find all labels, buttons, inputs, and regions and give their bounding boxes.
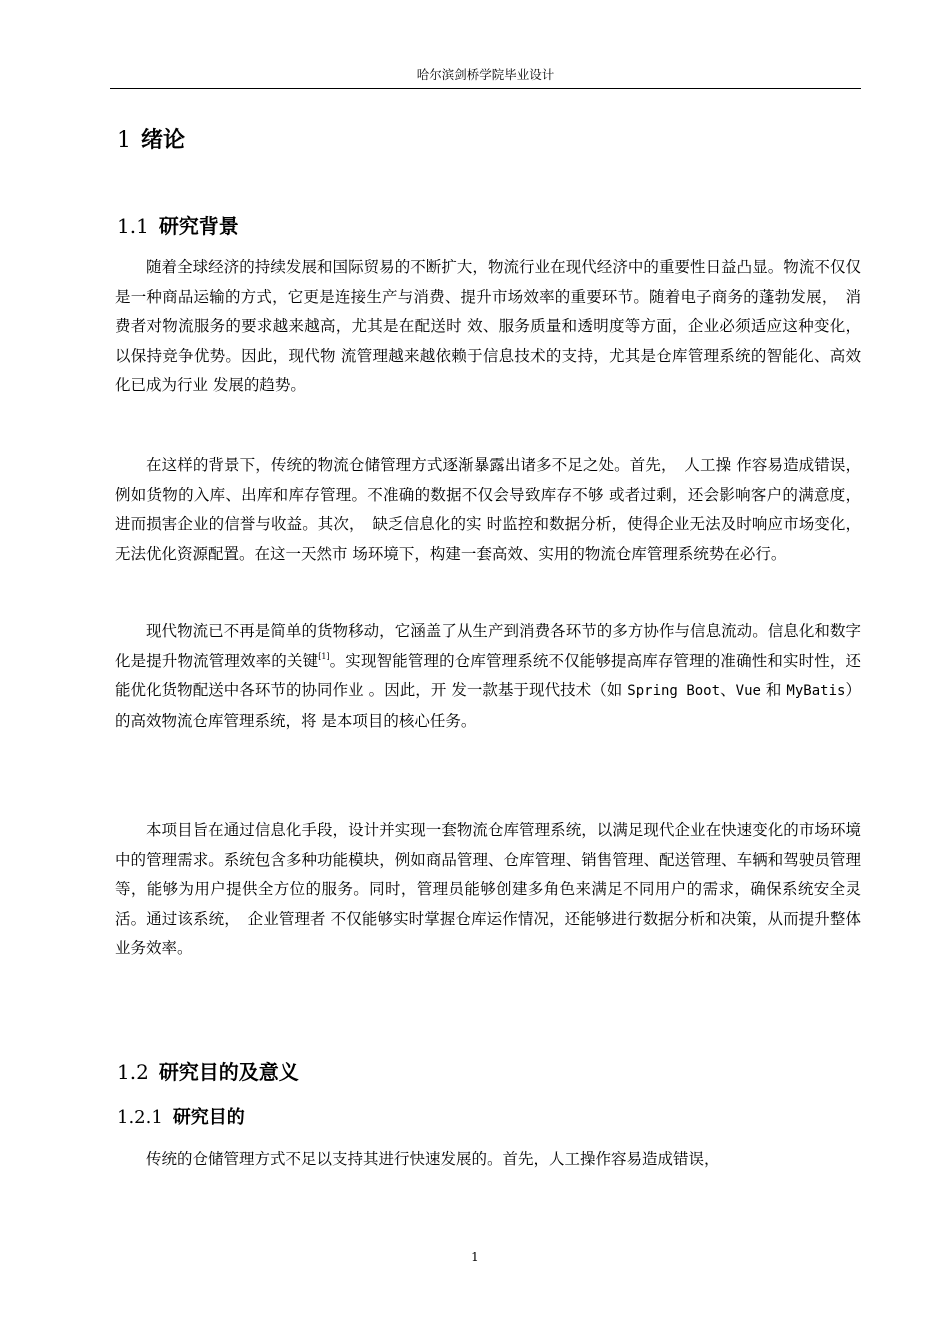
section-heading-1-2 xyxy=(117,1057,299,1087)
section-title: 研究背景 xyxy=(158,214,239,238)
paragraph-background-2: 在这样的背景下，传统的物流仓储管理方式逐渐暴露出诸多不足之处。首先， 人工操 作容易造成错误，例如货物的入库、出库和库存管理。不准确的数据不仅会导致库存不够 或者过剩，还会影响客户的满意度，进而损害企业的信誉与收益。其次， 缺乏信息化的实 时监控和数据分析，使得企业无法及时响应市场变化，无法优化资源配置。在这一天然市 场环境下，构建一套高效、实用的物流仓库管理系统势在必行。 xyxy=(115,456,861,563)
tech-term: Spring Boot xyxy=(627,683,721,700)
separator: 、 xyxy=(720,681,736,700)
paragraph-project-goal: 本项目旨在通过信息化手段，设计并实现一套物流仓库管理系统，以满足现代企业在快速变化的市场环境中的管理需求。系统包含多种功能模块，例如商品管理、仓库管理、销售管理、配送管理、车辆和驾驶员管理等，能够为用户提供全方位的服务。同时，管理员能够创建多角色来满足不同用户的需求，确保系统安全灵活。通过该系统， 企业管理者 不仅能够实时掌握仓库运作情况，还能够进行数据分析和决策，从而提升整体业务效率。 xyxy=(115,821,861,958)
chapter-number: 1 xyxy=(117,128,131,153)
tech-term: MyBatis xyxy=(786,683,846,700)
paragraph-text: 。实现智能管理的仓库管理系统不仅能够提高库存管理的准确性和实时性，还能优化货物配送中各环节的协同作业 。因此，开 发一款基于现代技术（如 xyxy=(115,651,861,700)
subsection-heading-1-2-1 xyxy=(117,1104,245,1132)
subsection-title: 研究目的 xyxy=(172,1107,245,1128)
paragraph-research-purpose: 传统的仓储管理方式不足以支持其进行快速发展的。首先，人工操作容易造成错误， xyxy=(146,1150,720,1168)
citation: [1] xyxy=(318,651,330,661)
section-title: 研究目的及意义 xyxy=(158,1060,299,1084)
tech-term: Vue xyxy=(735,683,761,700)
section-number: 1.1 xyxy=(117,214,149,238)
section-heading-1-1 xyxy=(117,211,239,241)
conjunction: 和 xyxy=(760,681,787,700)
section-number: 1.2 xyxy=(117,1060,149,1084)
chapter-title: 绪论 xyxy=(141,128,186,153)
paragraph-background-1: 随着全球经济的持续发展和国际贸易的不断扩大，物流行业在现代经济中的重要性日益凸显。物流不仅仅是一种商品运输的方式，它更是连接生产与消费、提升市场效率的重要环节。随着电子商务的蓬勃发展， 消费者对物流服务的要求越来越高，尤其是在配送时 效、服务质量和透明度等方面，企业必须适应这种变化，以保持竞争优势。因此，现代物 流管理越来越依赖于信息技术的支持，尤其是仓库管理系统的智能化、高效化已成为行业 发展的趋势。 xyxy=(115,258,861,395)
header-rule xyxy=(110,88,861,89)
chapter-heading xyxy=(117,124,185,158)
subsection-number: 1.2.1 xyxy=(117,1107,163,1128)
paragraph-text: ）的高效物流仓库管理系统，将 是本项目的核心任务。 xyxy=(115,681,861,730)
paragraph-background-3 xyxy=(115,617,861,736)
paragraph-text: 现代物流已不再是简单的货物移动，它涵盖了从生产到消费各环节的多方协作与信息流动。信息化和数字化是提升物流管理效率的关键 xyxy=(115,622,861,670)
page-number: 1 xyxy=(471,1250,479,1264)
page-header: 哈尔滨剑桥学院毕业设计 xyxy=(416,67,555,82)
